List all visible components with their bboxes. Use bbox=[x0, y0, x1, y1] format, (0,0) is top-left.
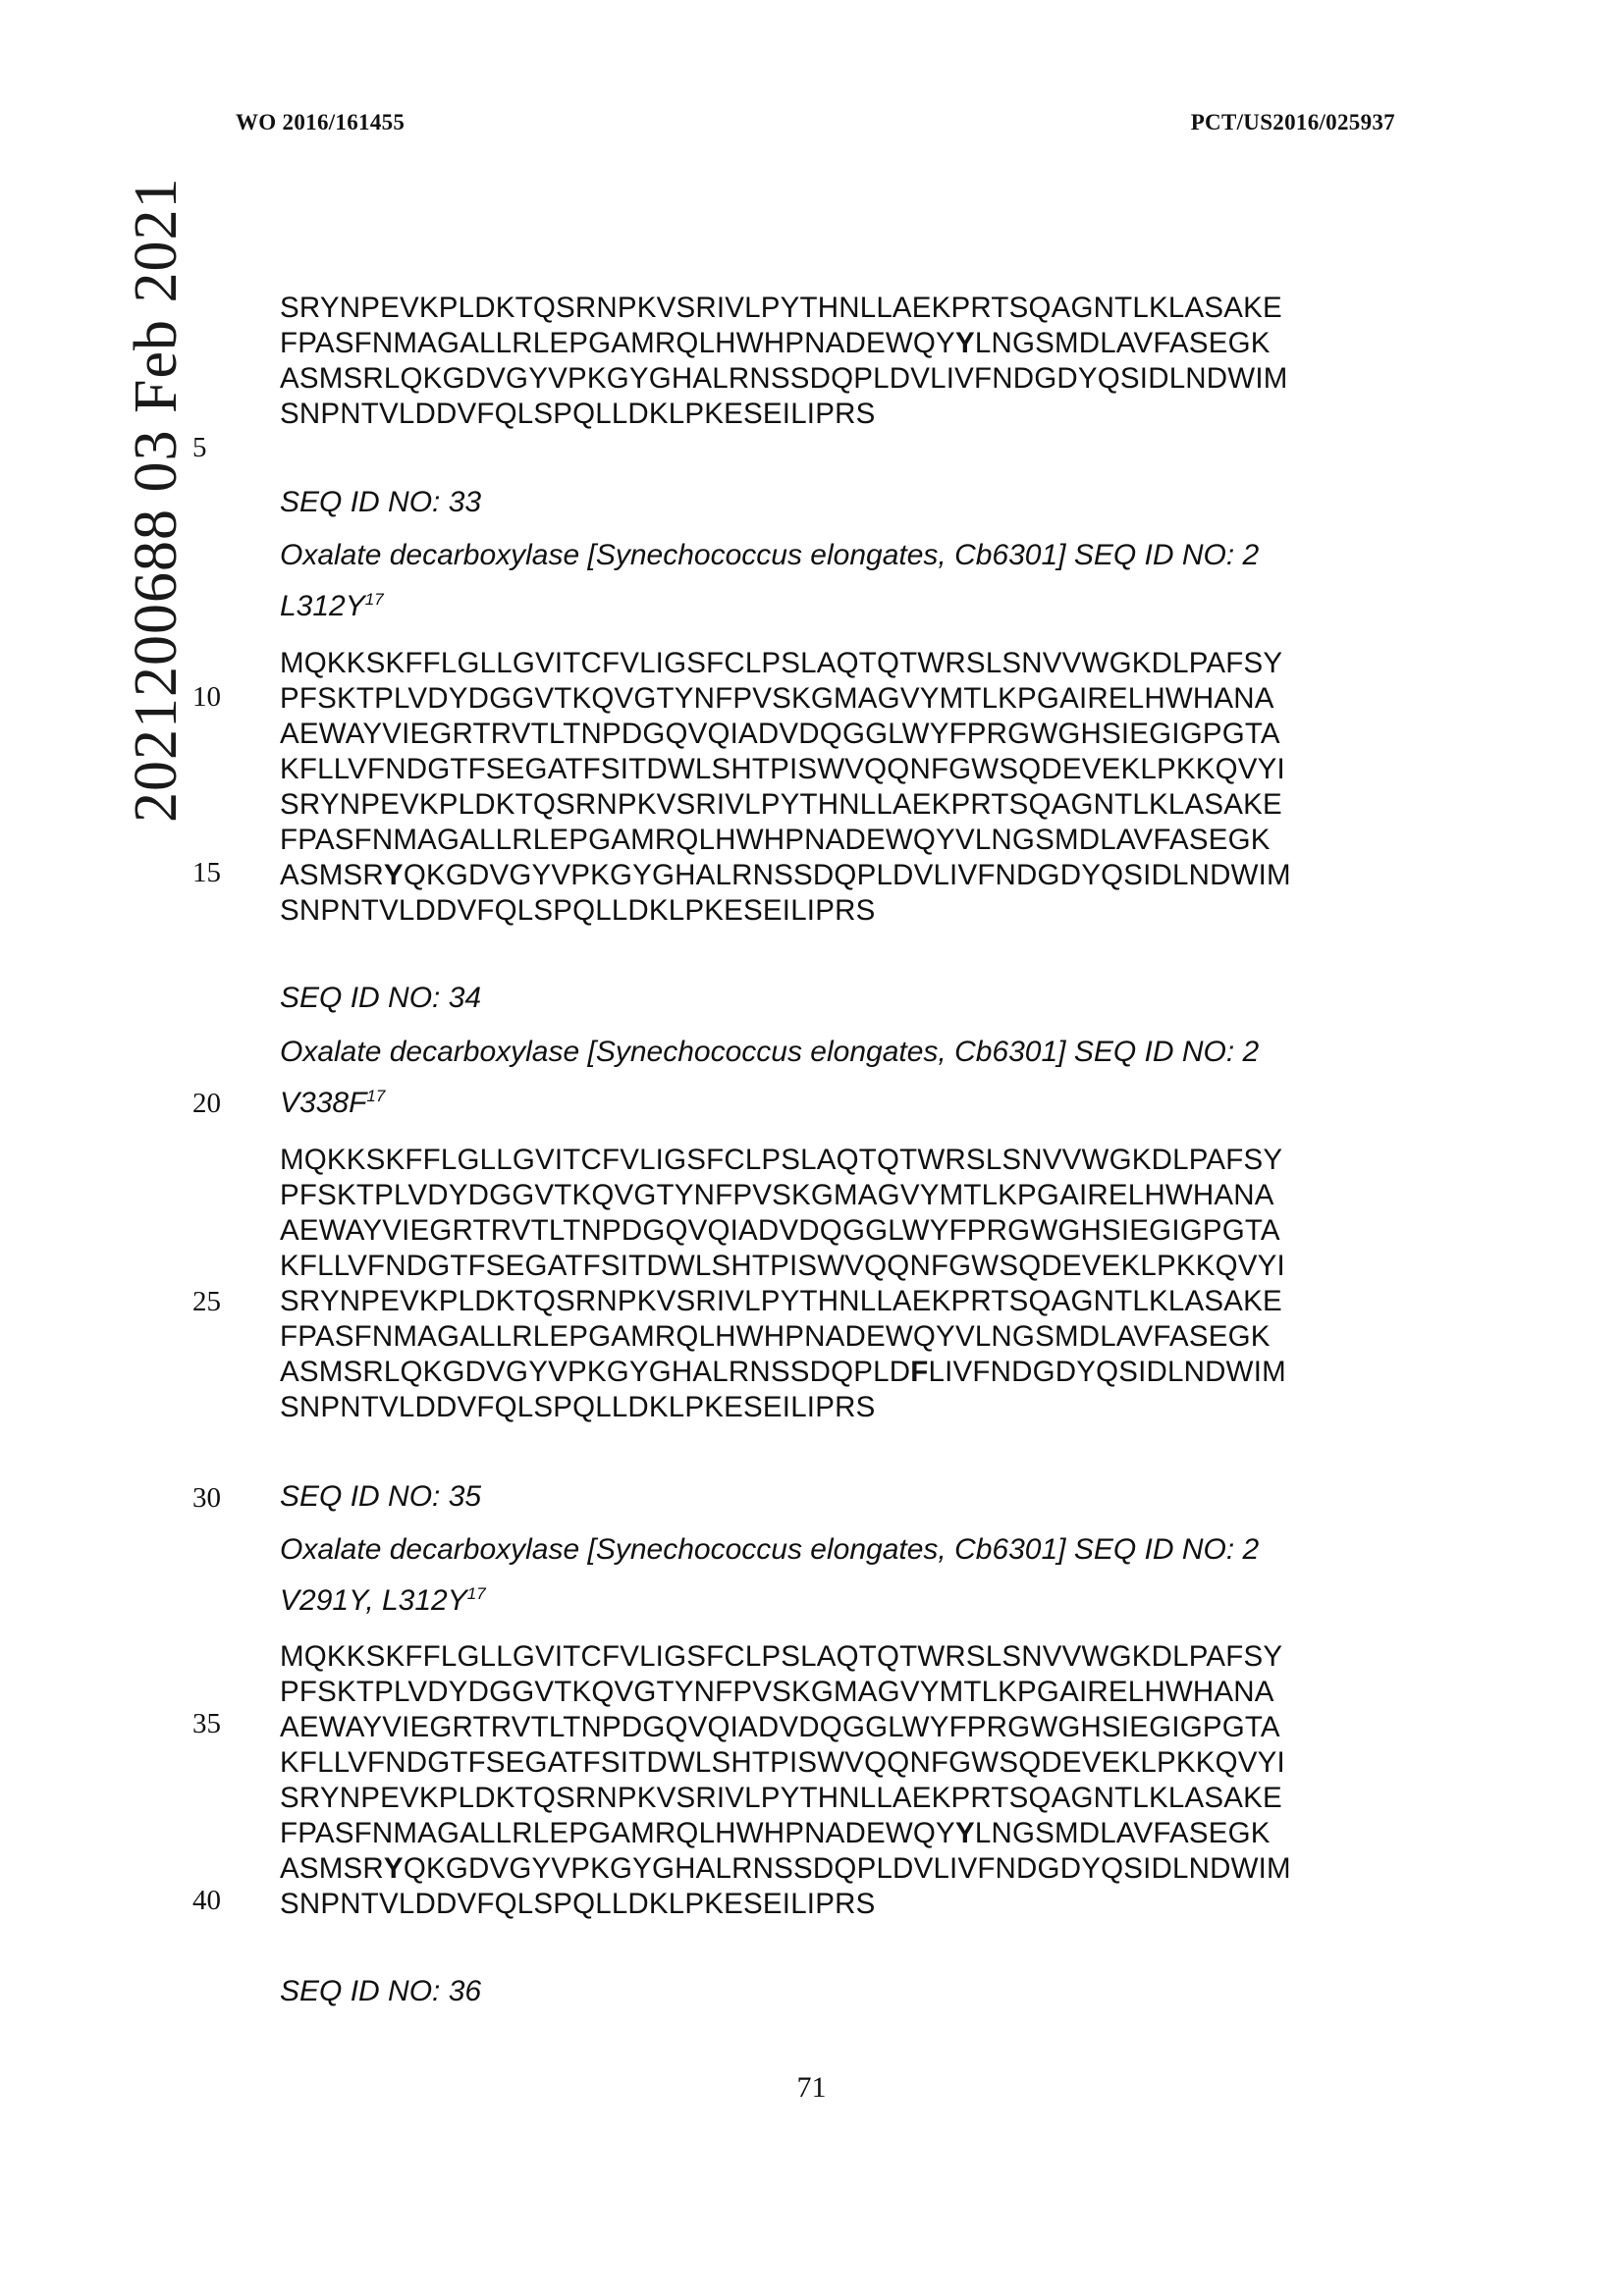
sequence-line bbox=[280, 717, 1291, 752]
sequence-segment: LNGSMDLAVFASEGK bbox=[974, 1817, 1271, 1849]
sequence-line bbox=[280, 361, 1288, 397]
sequence-description: Oxalate decarboxylase [Synechococcus elongates, Cb6301] SEQ ID NO: 2 bbox=[280, 1533, 1260, 1566]
sequence-segment: KFLLVFNDGTFSEGATFSITDWLSHTPISWVQQNFGWSQDEVEKLPKKQVYI bbox=[280, 1250, 1285, 1282]
mutated-residue: F bbox=[910, 1356, 929, 1388]
sequence-segment: KFLLVFNDGTFSEGATFSITDWLSHTPISWVQQNFGWSQDEVEKLPKKQVYI bbox=[280, 1746, 1285, 1779]
sequence-segment: SNPNTVLDDVFQLSPQLLDKLPKESEILIPRS bbox=[280, 1888, 876, 1920]
sequence-line bbox=[280, 1710, 1291, 1745]
sequence-line bbox=[280, 291, 1288, 326]
sequence-line bbox=[280, 1675, 1291, 1710]
line-number-5: 5 bbox=[192, 432, 207, 463]
sequence-segment: LIVFNDGDYQSIDLNDWIM bbox=[928, 1356, 1286, 1388]
sequence-segment: AEWAYVIEGRTRVTLTNPDGQVQIADVDQGGLWYFPRGWGHSIEGIGPGTA bbox=[280, 1711, 1280, 1743]
variant-label: V291Y, $L312Y^{17}$ bbox=[280, 1584, 486, 1617]
page-number: 71 bbox=[796, 2071, 827, 2104]
sequence-segment: SRYNPEVKPLDKTQSRNPKVSRIVLPYTHNLLAEKPRTSQAGNTLKLASAKE bbox=[280, 1285, 1282, 1317]
sequence-line bbox=[280, 1745, 1291, 1781]
sequence-line bbox=[280, 397, 1288, 432]
sequence-line bbox=[280, 858, 1291, 893]
sequence-segment: ASMSRLQKGDVGYVPKGYGHALRNSSDQPLD bbox=[280, 1356, 911, 1388]
sequence-line bbox=[280, 1249, 1286, 1284]
sequence-line bbox=[280, 1143, 1286, 1178]
sequence-line bbox=[280, 1816, 1291, 1851]
sequence-line bbox=[280, 1851, 1291, 1887]
sequence-line bbox=[280, 1178, 1286, 1213]
sequence-line bbox=[280, 893, 1291, 929]
sequence-line bbox=[280, 1639, 1291, 1675]
sequence-segment: MQKKSKFFLGLLGVITCFVLIGSFCLPSLAQTQTWRSLSNVVWGKDLPAFSY bbox=[280, 1144, 1283, 1176]
sequence-block bbox=[280, 646, 1291, 929]
sequence-block bbox=[280, 1143, 1286, 1425]
seq-id-heading: SEQ ID NO: 35 bbox=[280, 1480, 482, 1513]
sequence-line bbox=[280, 1887, 1291, 1922]
sequence-line bbox=[280, 1390, 1286, 1425]
line-number-30: 30 bbox=[192, 1482, 221, 1514]
application-number: PCT/US2016/025937 bbox=[1190, 110, 1395, 134]
sequence-segment: SRYNPEVKPLDKTQSRNPKVSRIVLPYTHNLLAEKPRTSQAGNTLKLASAKE bbox=[280, 1782, 1282, 1814]
sequence-segment: AEWAYVIEGRTRVTLTNPDGQVQIADVDQGGLWYFPRGWGHSIEGIGPGTA bbox=[280, 1214, 1280, 1247]
sequence-segment: MQKKSKFFLGLLGVITCFVLIGSFCLPSLAQTQTWRSLSNVVWGKDLPAFSY bbox=[280, 647, 1283, 679]
sequence-description: Oxalate decarboxylase [Synechococcus elongates, Cb6301] SEQ ID NO: 2 bbox=[280, 539, 1260, 571]
sequence-line bbox=[280, 1213, 1286, 1249]
sequence-segment: PFSKTPLVDYDGGVTKQVGTYNFPVSKGMAGVYMTLKPGAIRELHWHANA bbox=[280, 1179, 1274, 1211]
mutated-residue: Y bbox=[954, 1817, 975, 1849]
sequence-segment: ASMSR bbox=[280, 859, 384, 891]
sequence-segment: ASMSR bbox=[280, 1852, 384, 1885]
sequence-segment: ASMSRLQKGDVGYVPKGYGHALRNSSDQPLDVLIVFNDGDYQSIDLNDWIM bbox=[280, 362, 1288, 395]
sequence-segment: SNPNTVLDDVFQLSPQLLDKLPKESEILIPRS bbox=[280, 398, 876, 430]
side-date-stamp: 2021200688 03 Feb 2021 bbox=[123, 177, 189, 823]
sequence-line bbox=[280, 1319, 1286, 1355]
sequence-line bbox=[280, 823, 1291, 858]
sequence-segment: FPASFNMAGALLRLEPGAMRQLHWHPNADEWQYVLNGSMDLAVFASEGK bbox=[280, 824, 1271, 856]
sequence-block-continued bbox=[280, 291, 1288, 432]
seq-id-heading: SEQ ID NO: 36 bbox=[280, 1975, 482, 2007]
line-number-25: 25 bbox=[192, 1286, 221, 1317]
sequence-segment: QKGDVGYVPKGYGHALRNSSDQPLDVLIVFNDGDYQSIDLNDWIM bbox=[403, 859, 1291, 891]
line-number-20: 20 bbox=[192, 1088, 221, 1119]
sequence-line bbox=[280, 1284, 1286, 1319]
line-number-15: 15 bbox=[192, 857, 221, 888]
line-number-10: 10 bbox=[192, 681, 221, 713]
variant-label: $L312Y^{17}$ bbox=[280, 590, 384, 622]
variant-label: $V338F^{17}$ bbox=[280, 1087, 386, 1119]
sequence-line bbox=[280, 787, 1291, 823]
seq-id-heading: SEQ ID NO: 33 bbox=[280, 486, 482, 518]
sequence-segment: PFSKTPLVDYDGGVTKQVGTYNFPVSKGMAGVYMTLKPGAIRELHWHANA bbox=[280, 1676, 1274, 1708]
sequence-line bbox=[280, 1355, 1286, 1390]
sequence-description: Oxalate decarboxylase [Synechococcus elongates, Cb6301] SEQ ID NO: 2 bbox=[280, 1036, 1260, 1068]
sequence-segment: SNPNTVLDDVFQLSPQLLDKLPKESEILIPRS bbox=[280, 894, 876, 927]
sequence-segment: AEWAYVIEGRTRVTLTNPDGQVQIADVDQGGLWYFPRGWGHSIEGIGPGTA bbox=[280, 718, 1280, 750]
line-number-40: 40 bbox=[192, 1885, 221, 1916]
sequence-segment: FPASFNMAGALLRLEPGAMRQLHWHPNADEWQY bbox=[280, 327, 955, 359]
sequence-segment: PFSKTPLVDYDGGVTKQVGTYNFPVSKGMAGVYMTLKPGAIRELHWHANA bbox=[280, 682, 1274, 715]
sequence-line bbox=[280, 752, 1291, 787]
mutated-residue: Y bbox=[383, 859, 404, 891]
sequence-segment: MQKKSKFFLGLLGVITCFVLIGSFCLPSLAQTQTWRSLSNVVWGKDLPAFSY bbox=[280, 1640, 1283, 1673]
sequence-line bbox=[280, 326, 1288, 361]
line-number-35: 35 bbox=[192, 1708, 221, 1739]
sequence-segment: FPASFNMAGALLRLEPGAMRQLHWHPNADEWQYVLNGSMDLAVFASEGK bbox=[280, 1320, 1271, 1353]
sequence-segment: SRYNPEVKPLDKTQSRNPKVSRIVLPYTHNLLAEKPRTSQAGNTLKLASAKE bbox=[280, 788, 1282, 821]
sequence-line bbox=[280, 1781, 1291, 1816]
sequence-block bbox=[280, 1639, 1291, 1922]
sequence-segment: SRYNPEVKPLDKTQSRNPKVSRIVLPYTHNLLAEKPRTSQAGNTLKLASAKE bbox=[280, 292, 1282, 324]
sequence-segment: FPASFNMAGALLRLEPGAMRQLHWHPNADEWQY bbox=[280, 1817, 955, 1849]
sequence-line bbox=[280, 646, 1291, 681]
sequence-segment: LNGSMDLAVFASEGK bbox=[974, 327, 1271, 359]
sequence-segment: KFLLVFNDGTFSEGATFSITDWLSHTPISWVQQNFGWSQDEVEKLPKKQVYI bbox=[280, 753, 1285, 785]
mutated-residue: Y bbox=[383, 1852, 404, 1885]
seq-id-heading: SEQ ID NO: 34 bbox=[280, 982, 482, 1014]
sequence-line bbox=[280, 681, 1291, 717]
publication-number: WO 2016/161455 bbox=[236, 110, 406, 134]
sequence-segment: SNPNTVLDDVFQLSPQLLDKLPKESEILIPRS bbox=[280, 1391, 876, 1423]
sequence-segment: QKGDVGYVPKGYGHALRNSSDQPLDVLIVFNDGDYQSIDLNDWIM bbox=[403, 1852, 1291, 1885]
mutated-residue: Y bbox=[954, 327, 975, 359]
